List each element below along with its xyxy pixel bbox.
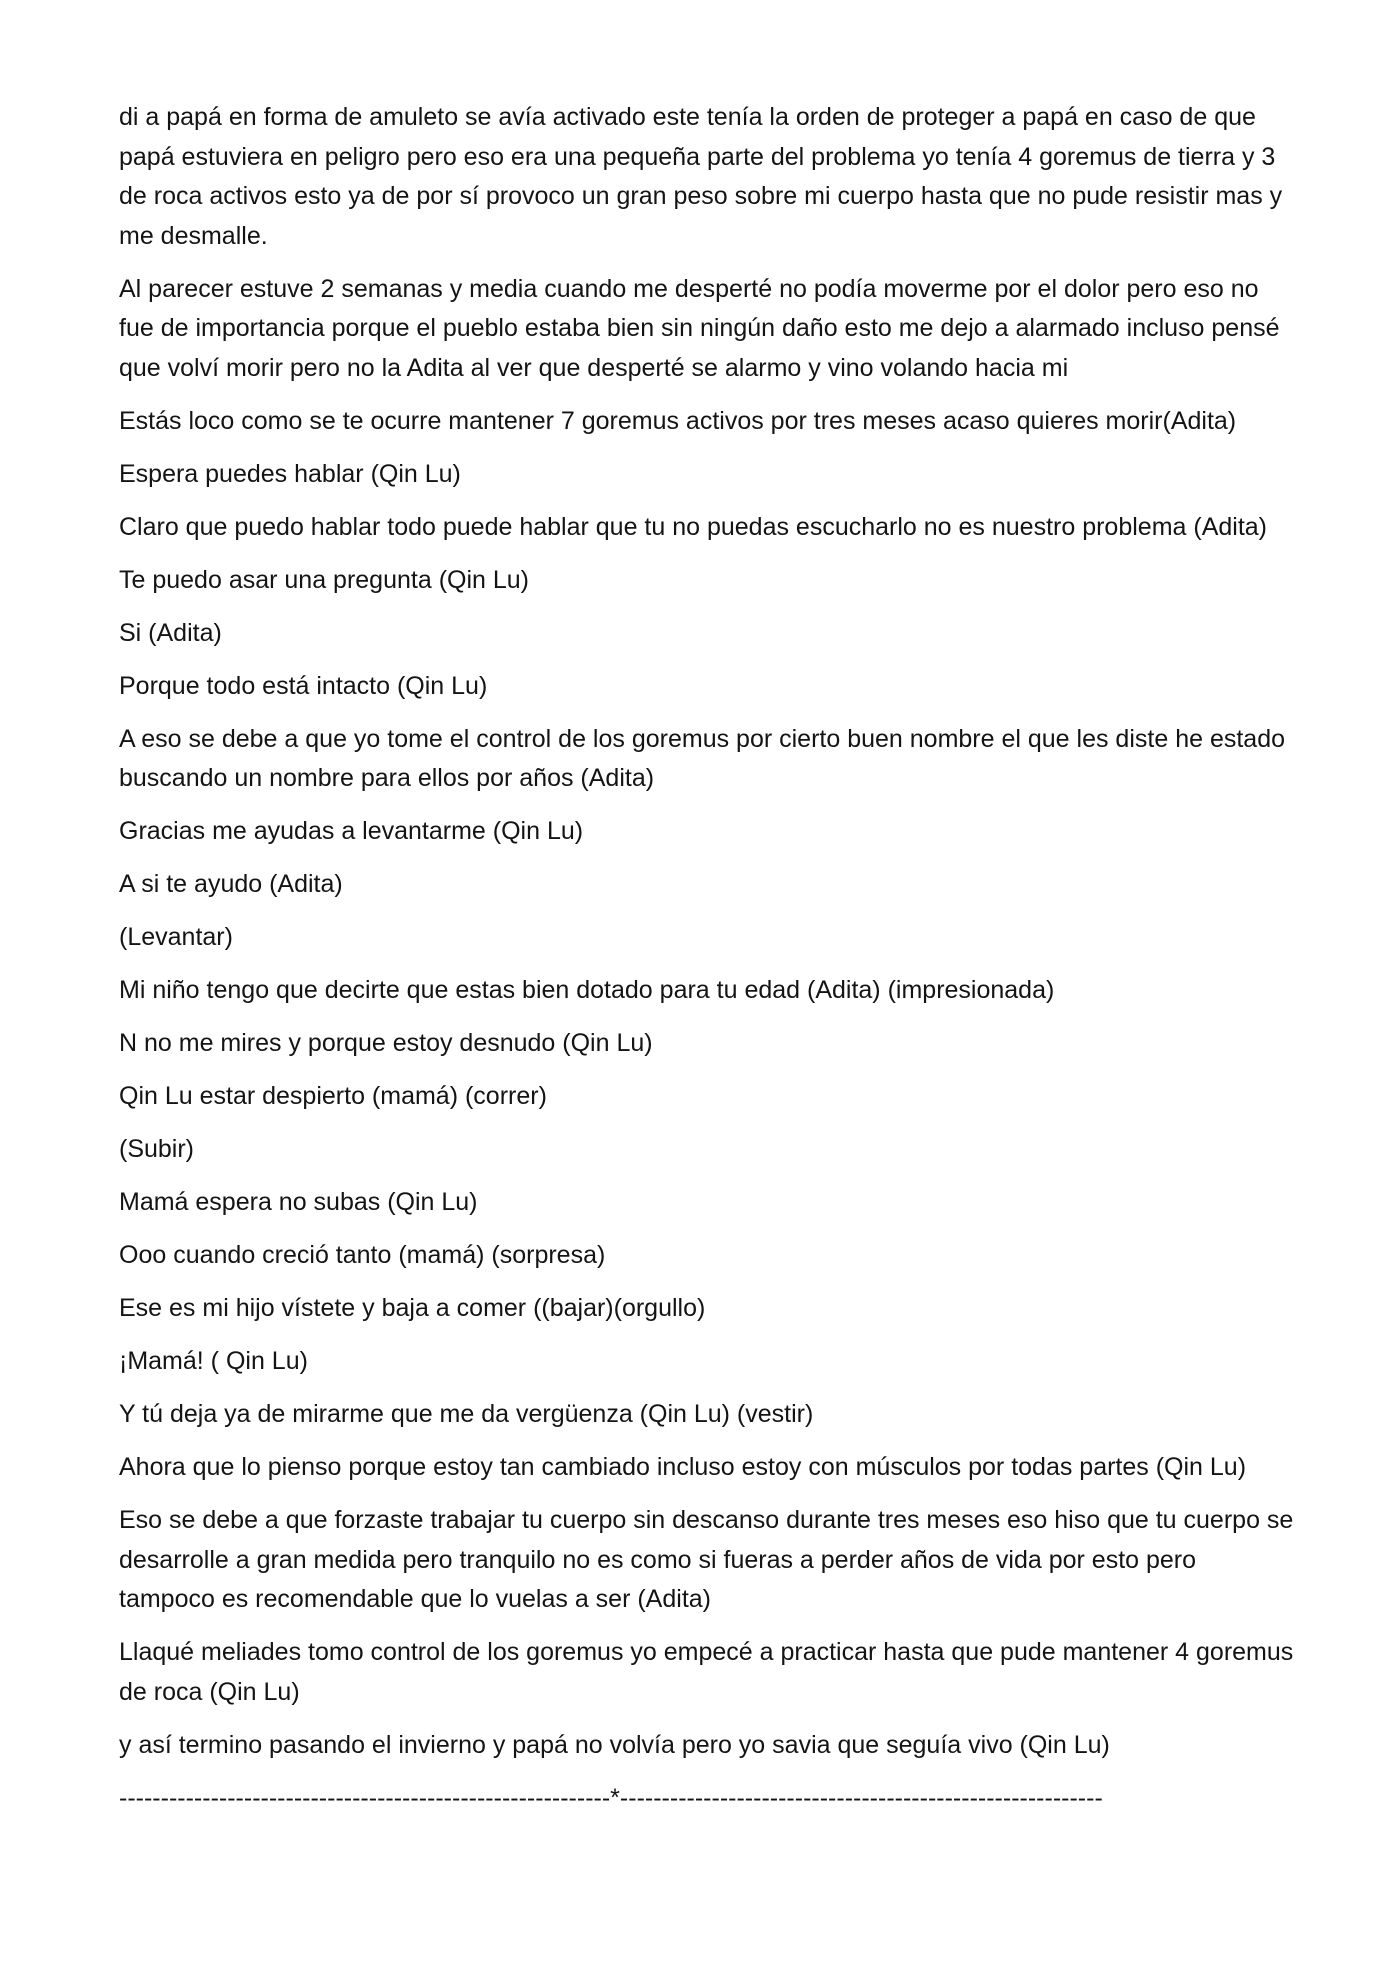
- paragraph: Espera puedes hablar (Qin Lu): [119, 459, 461, 488]
- paragraph: Porque todo está intacto (Qin Lu): [119, 671, 488, 700]
- paragraph: y así termino pasando el invierno y papá no volvía pero yo savia que seguía vivo (Qin Lu): [119, 1730, 1110, 1759]
- paragraph: Mi niño tengo que decirte que estas bien dotado para tu edad (Adita) (impresionada): [119, 976, 1055, 1004]
- paragraph: Mamá espera no subas (Qin Lu): [119, 1188, 478, 1216]
- paragraph: Gracias me ayudas a levantarme (Qin Lu): [119, 817, 584, 845]
- paragraph: Si (Adita): [119, 618, 222, 647]
- paragraph: Ooo cuando creció tanto (mamá) (sorpresa): [119, 1241, 606, 1269]
- paragraph: Llaqué meliades tomo control de los goremus yo empecé a practicar hasta que pude mantener 4 goremus de roca (Qin Lu): [119, 1638, 1294, 1706]
- paragraph: Qin Lu estar despierto (mamá) (correr): [119, 1082, 547, 1110]
- paragraph: ¡Mamá! ( Qin Lu): [119, 1347, 308, 1375]
- paragraph: Ahora que lo pienso porque estoy tan cambiado incluso estoy con músculos por todas partes (Qin Lu): [119, 1453, 1247, 1481]
- paragraph: Ese es mi hijo vístete y baja a comer ((bajar)(orgullo): [119, 1294, 706, 1322]
- paragraph: Estás loco como se te ocurre mantener 7 goremus activos por tres meses acaso quieres morir(Adita): [119, 406, 1237, 435]
- section-separator: -----------------------------------------------------------*----------------------------------------------------------: [119, 1783, 1103, 1812]
- paragraph: Y tú deja ya de mirarme que me da vergüenza (Qin Lu) (vestir): [119, 1400, 814, 1428]
- paragraph: Al parecer estuve 2 semanas y media cuando me desperté no podía moverme por el dolor pero eso no fue de importancia porque el pueblo estaba bien sin ningún daño esto me dejo a alarmado incluso pensé que volví morir pero no la Adita al ver que desperté se alarmo y vino volando hacia mi: [119, 274, 1280, 382]
- paragraph: (Levantar): [119, 923, 233, 951]
- paragraph: Eso se debe a que forzaste trabajar tu cuerpo sin descanso durante tres meses eso hiso que tu cuerpo se desarrolle a gran medida pero tranquilo no es como si fueras a perder años de vida por esto pero tampoco es recomendable que lo vuelas a ser (Adita): [119, 1506, 1294, 1613]
- paragraph: Claro que puedo hablar todo puede hablar que tu no puedas escucharlo no es nuestro problema (Adita): [119, 512, 1268, 541]
- paragraph: A si te ayudo (Adita): [119, 870, 343, 898]
- paragraph: A eso se debe a que yo tome el control de los goremus por cierto buen nombre el que les diste he estado buscando un nombre para ellos por años (Adita): [119, 724, 1286, 792]
- document-body: [119, 98, 1295, 1818]
- paragraph: N no me mires y porque estoy desnudo (Qin Lu): [119, 1029, 653, 1057]
- paragraph: (Subir): [119, 1135, 195, 1163]
- paragraph: di a papá en forma de amuleto se avía activado este tenía la orden de proteger a papá en caso de que papá estuviera en peligro pero eso era una pequeña parte del problema yo tenía 4 goremus de tierra y 3 de roca activos esto ya de por sí provoco un gran peso sobre mi cuerpo hasta que no pude resistir mas y me desmalle.: [119, 103, 1283, 250]
- paragraph: Te puedo asar una pregunta (Qin Lu): [119, 565, 529, 594]
- paragraph-list: [119, 98, 1295, 1765]
